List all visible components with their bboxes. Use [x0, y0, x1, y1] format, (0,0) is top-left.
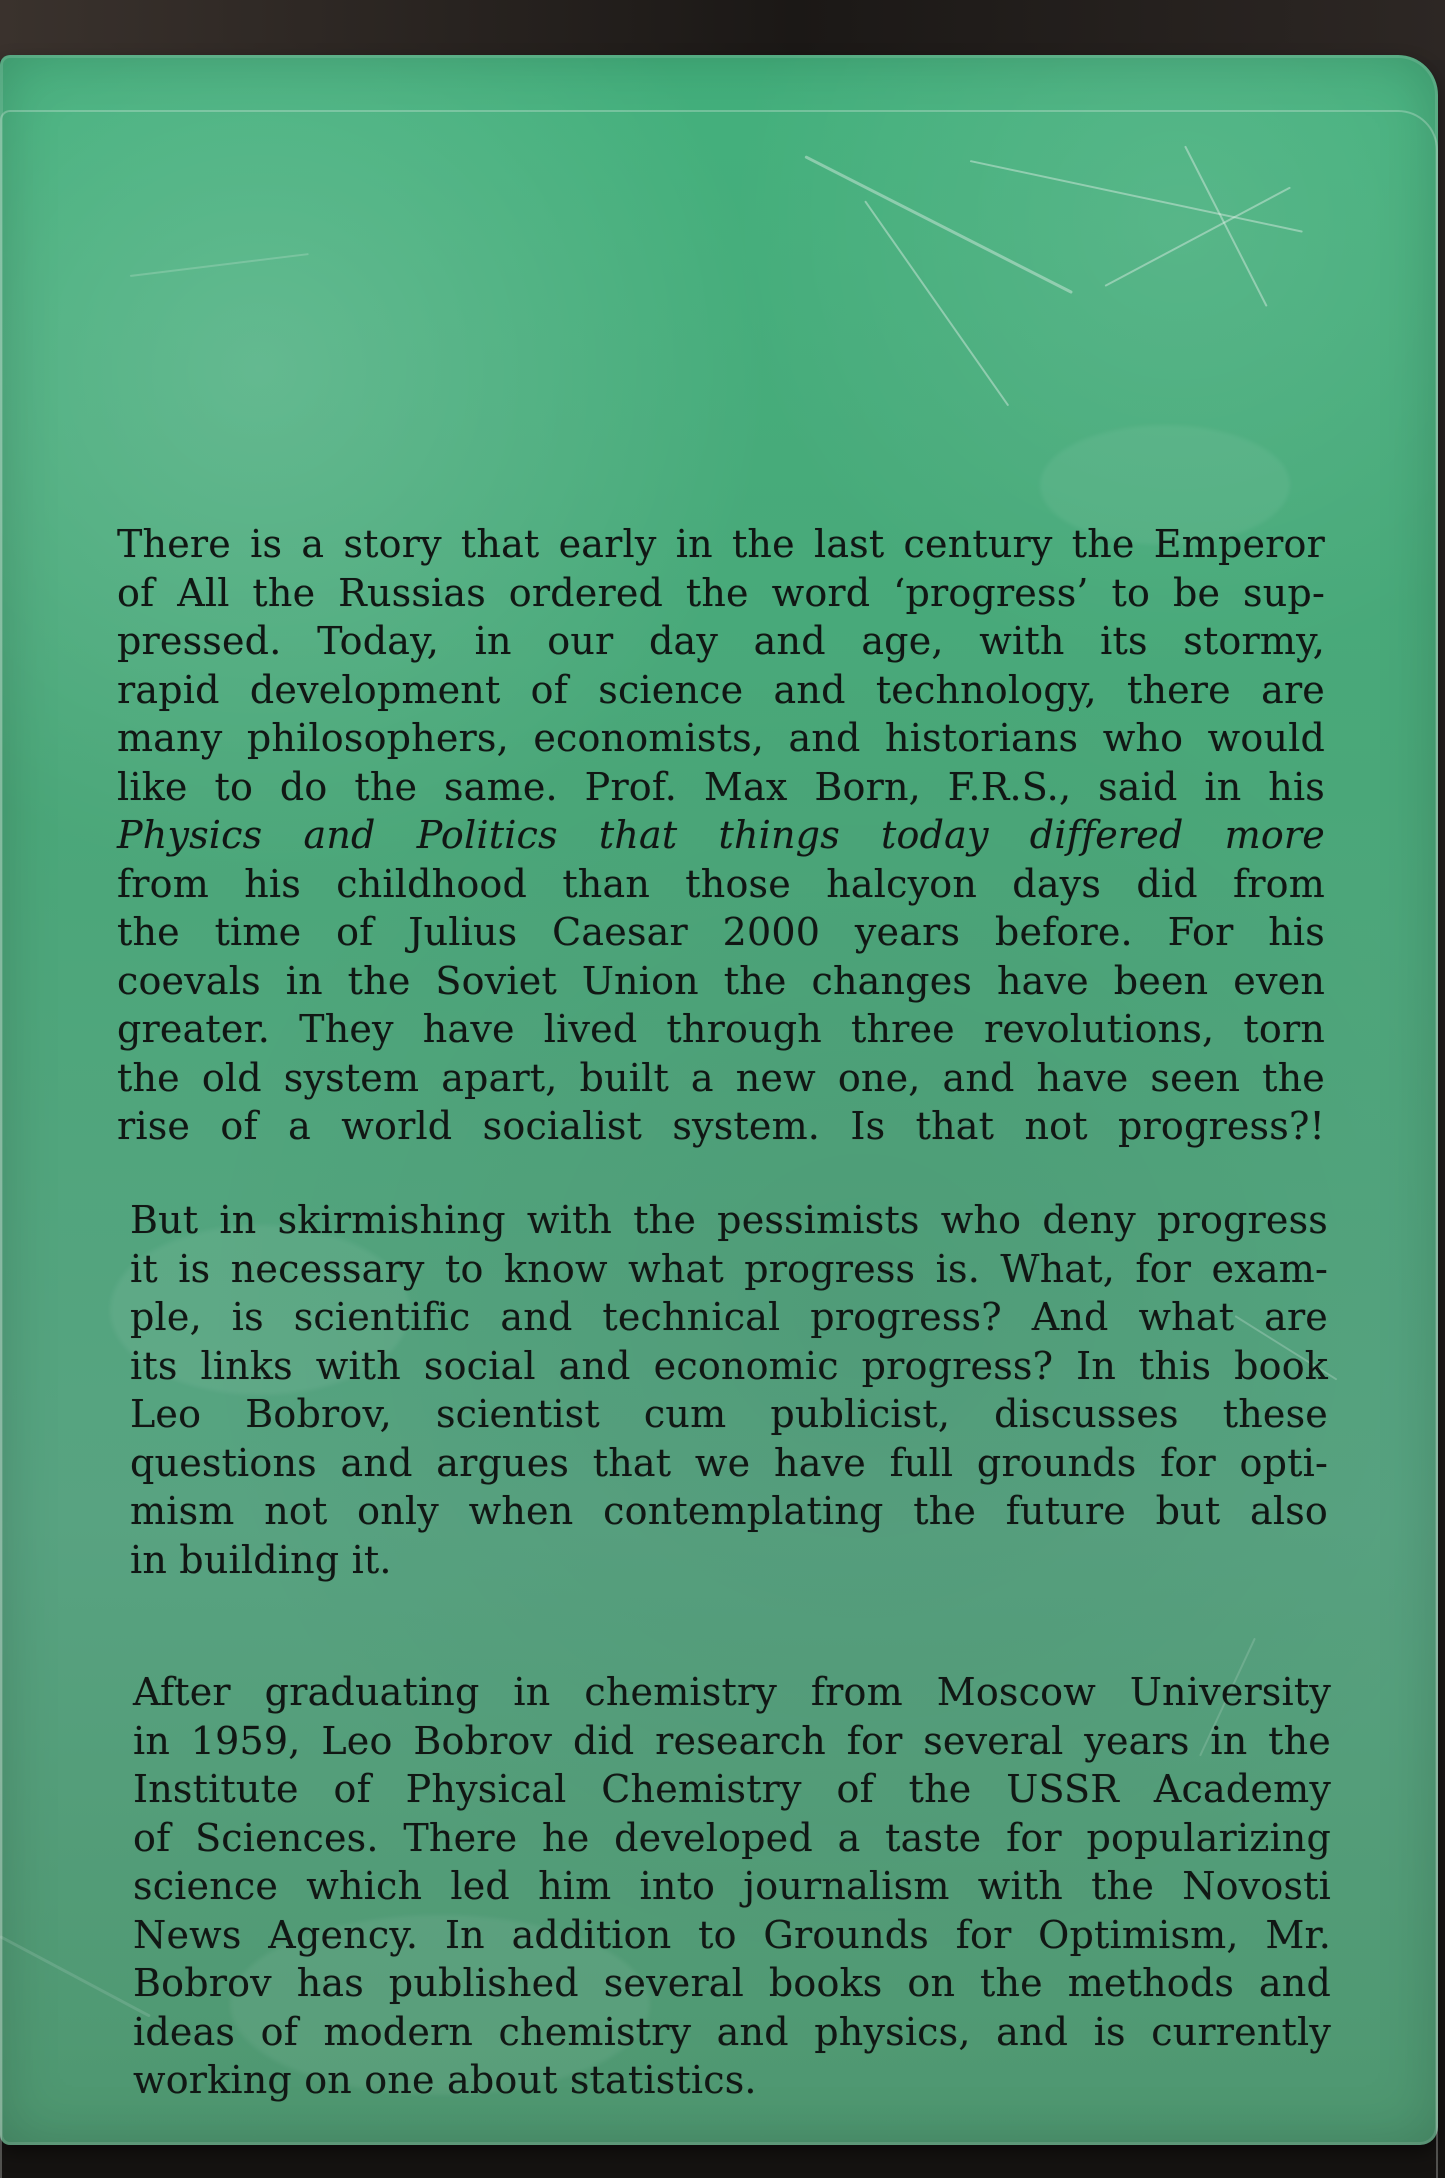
paragraph-line: of Sciences. There he developed a taste for popularizing [133, 1815, 1331, 1860]
paragraph-line: But in skirmishing with the pessimists who deny progress [130, 1198, 1328, 1242]
cover-crease [130, 253, 309, 277]
cover-crease [1184, 146, 1268, 307]
paragraph-line: like to do the same. Prof. Max Born, F.R.S., said in his [117, 764, 1325, 809]
author-bio-paragraph [133, 1668, 1331, 2105]
cover-crease [804, 155, 1073, 294]
paragraph-line: the time of Julius Caesar 2000 years before. For his [117, 910, 1325, 954]
paragraph-line: rise of a world socialist system. Is that not progress?! [117, 1104, 1325, 1148]
paragraph-line: ideas of modern chemistry and physics, and is currently [133, 2009, 1331, 2054]
paragraph-line: After graduating in chemistry from Moscow University [133, 1670, 1331, 1714]
book-description-paragraph [117, 520, 1325, 1151]
paragraph-line: in 1959, Leo Bobrov did research for several years in the [133, 1718, 1331, 1763]
paragraph-line: science which led him into journalism with the Novosti [133, 1864, 1331, 1908]
paragraph-line: News Agency. In addition to Grounds for Optimism, Mr. [133, 1912, 1331, 1957]
paragraph-line: rapid development of science and technology, there are [117, 667, 1325, 712]
paragraph-line: of All the Russias ordered the word ‘progress’ to be sup- [117, 570, 1325, 615]
paragraph-line: questions and argues that we have full grounds for opti- [130, 1440, 1328, 1485]
cover-crease [970, 160, 1303, 233]
paragraph-line: Physics and Politics that things today differed more [117, 813, 1325, 857]
paragraph-line: greater. They have lived through three revolutions, torn [117, 1007, 1325, 1051]
paragraph-line: Bobrov has published several books on the methods and [133, 1961, 1331, 2005]
paragraph-line: ple, is scientific and technical progress? And what are [130, 1295, 1328, 1339]
paragraph-line: Institute of Physical Chemistry of the USSR Academy [133, 1767, 1331, 1811]
cover-crease [1105, 187, 1291, 287]
paragraph-line: from his childhood than those halcyon days did from [117, 861, 1325, 906]
paragraph-line: the old system apart, built a new one, and have seen the [117, 1055, 1325, 1100]
paragraph-line: working on one about statistics. [133, 2058, 757, 2102]
paragraph-line: mism not only when contemplating the future but also [130, 1489, 1328, 1533]
paragraph-line: in building it. [130, 1537, 392, 1582]
paragraph-line: its links with social and economic progress? In this book [130, 1343, 1328, 1388]
paragraph-line: it is necessary to know what progress is. What, for exam- [130, 1246, 1328, 1291]
paragraph-line: Leo Bobrov, scientist cum publicist, discusses these [130, 1392, 1328, 1436]
paragraph-line: many philosophers, economists, and historians who would [117, 716, 1325, 760]
cover-crease [864, 200, 1009, 406]
paragraph-line: There is a story that early in the last century the Emperor [117, 522, 1325, 566]
book-summary-paragraph [130, 1196, 1328, 1584]
cover-crease [0, 1935, 151, 2017]
paragraph-line: pressed. Today, in our day and age, with its stormy, [117, 619, 1325, 663]
paragraph-line: coevals in the Soviet Union the changes have been even [117, 958, 1325, 1003]
background-table [0, 0, 1445, 60]
book-back-cover [0, 55, 1438, 2145]
